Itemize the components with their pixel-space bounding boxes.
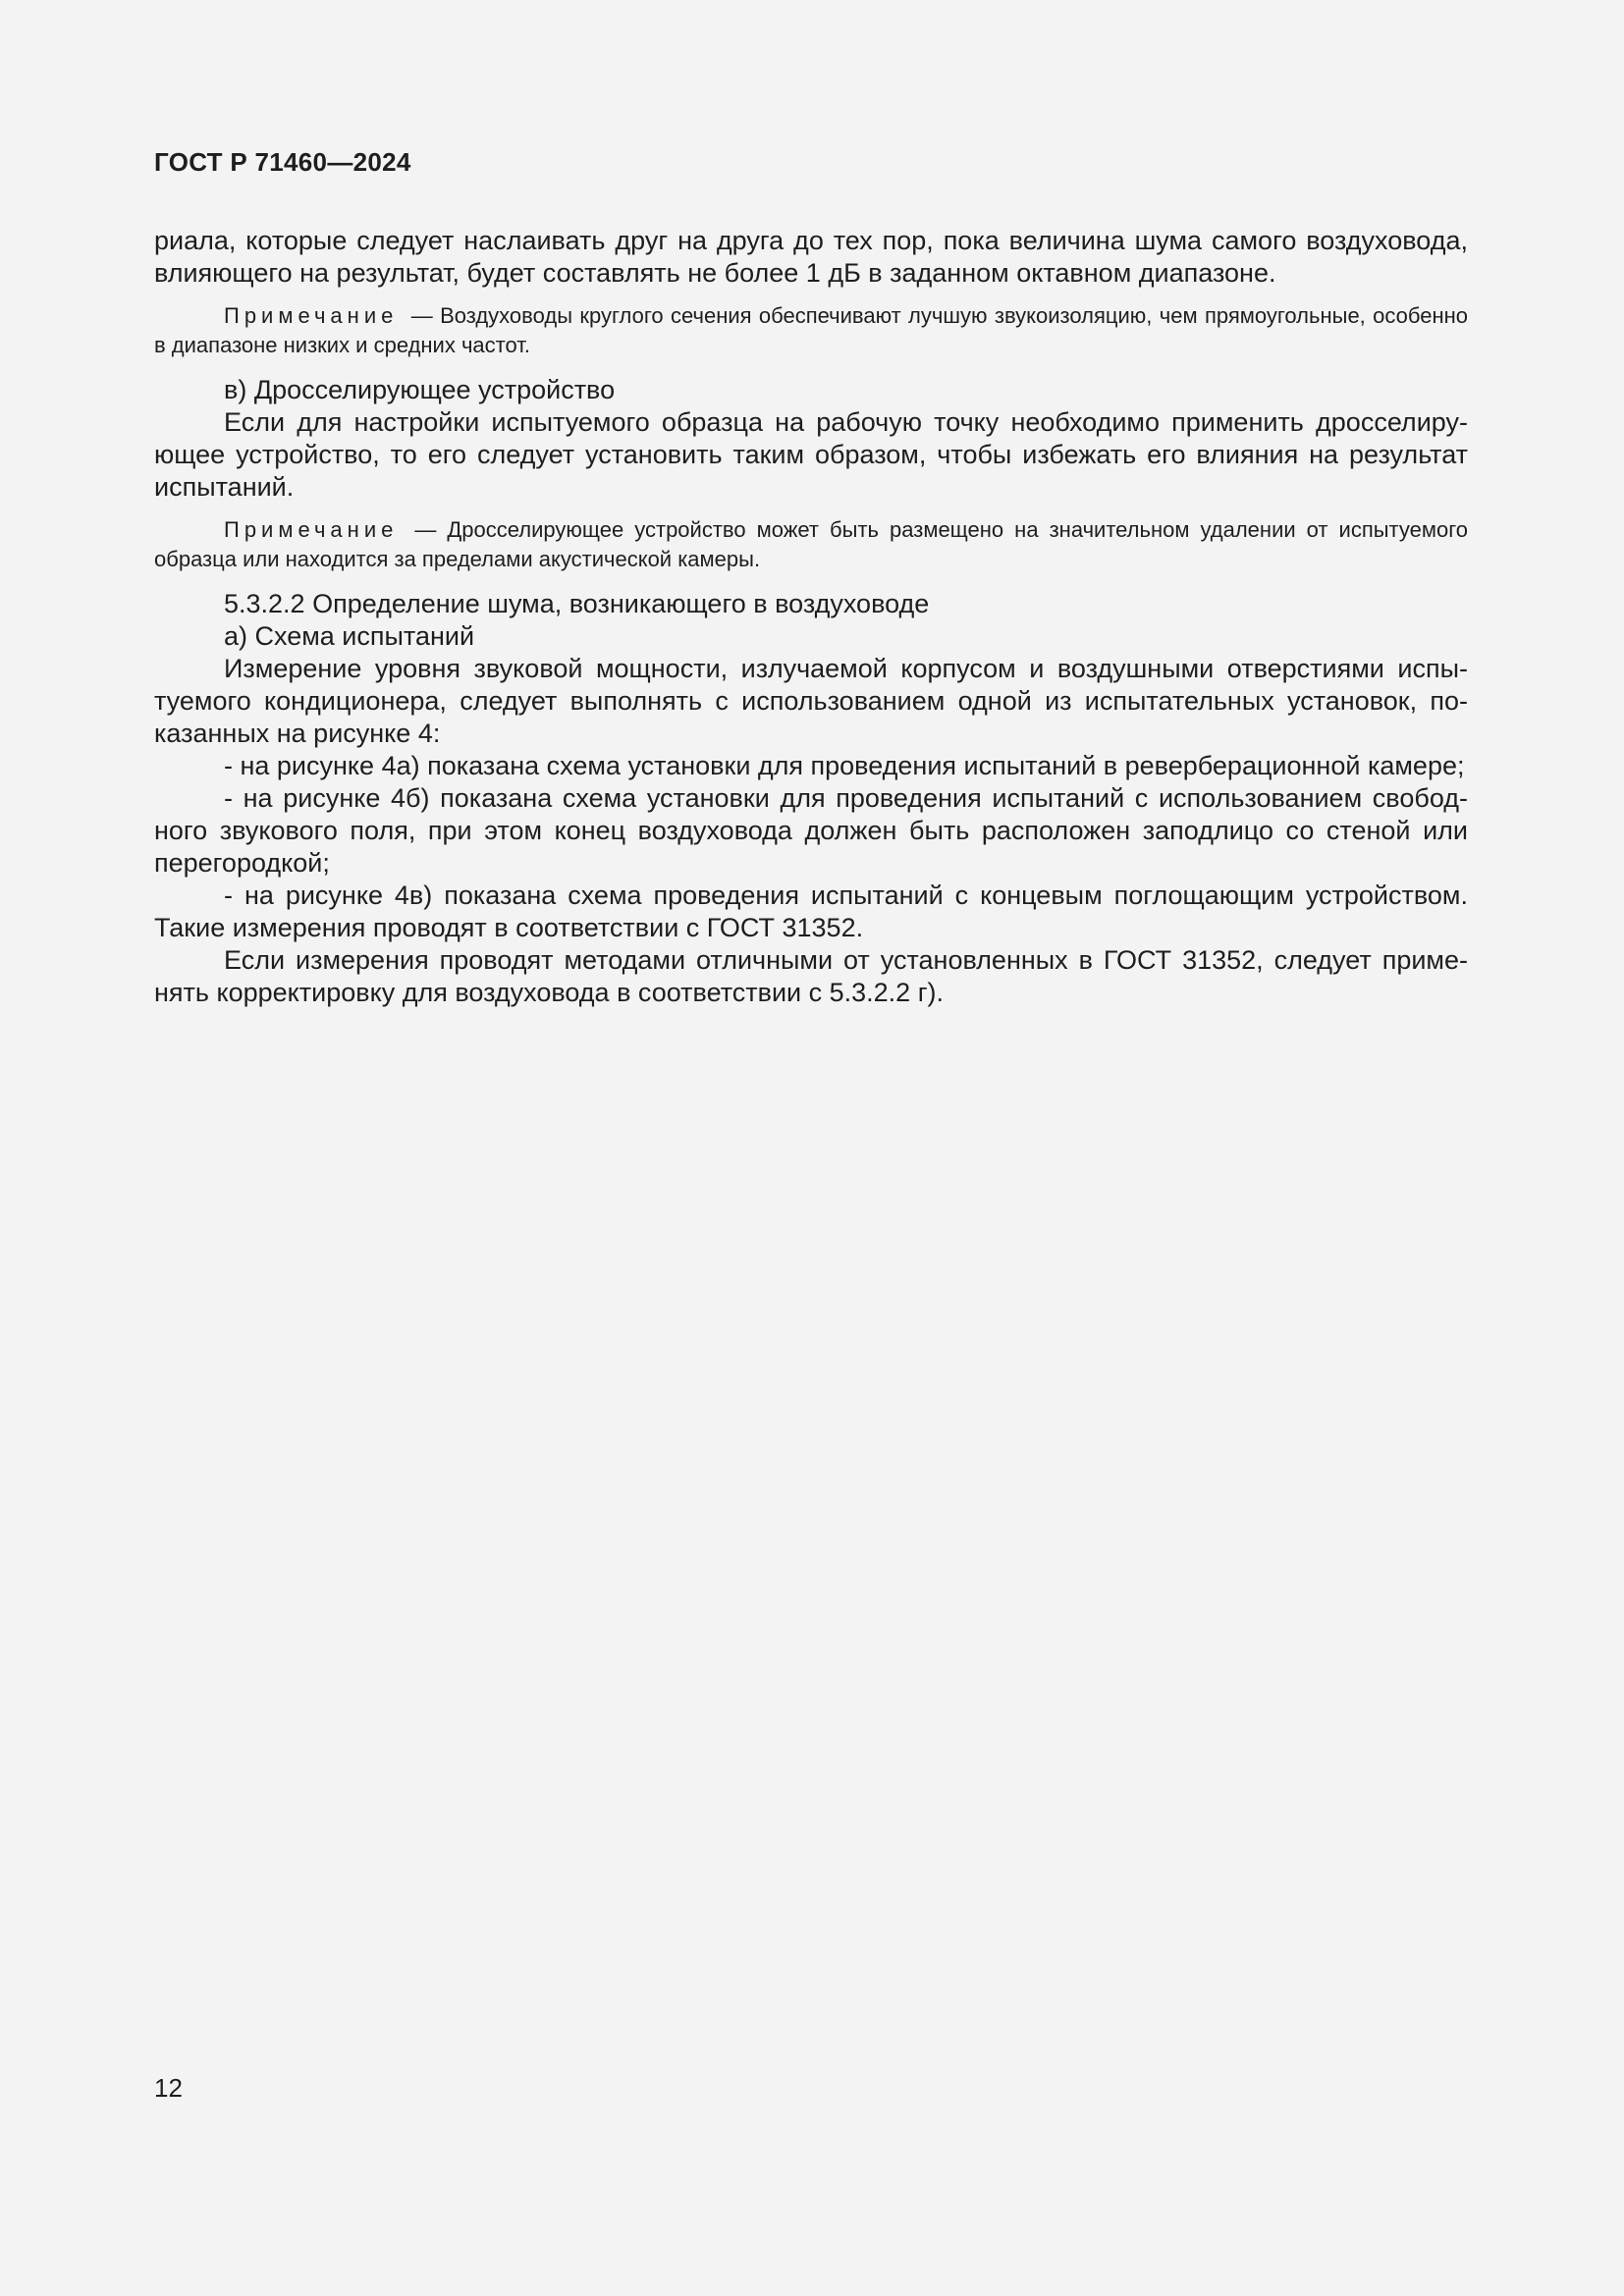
- final-paragraph: Если измерения проводят методами отличными от установленных в ГОСТ 31352, следует применять корректировку для воздуховода в соответствии с 5.3.2.2 г).: [154, 945, 1468, 1007]
- note-label: Примечание: [224, 517, 399, 542]
- note-text: — Воздуховоды круглого сечения обеспечивают лучшую звукоизоляцию, чем прямоугольные, особенно в диапазоне низких и средних частот.: [154, 303, 1468, 357]
- document-body: [154, 225, 1468, 1009]
- list-item-4v: - на рисунке 4в) показана схема проведения испытаний с концевым поглощающим устройством. Такие измерения проводят в соответствии с ГОСТ 31352.: [154, 881, 1468, 942]
- note-label: Примечание: [224, 303, 399, 328]
- page-header: ГОСТ Р 71460—2024: [154, 147, 411, 177]
- paragraph-continued: риала, которые следует наслаивать друг на друга до тех пор, пока величина шума самого воздуховода, влияющего на результат, будет составлять не более 1 дБ в заданном октавном диапазоне.: [154, 226, 1468, 288]
- section-heading: 5.3.2.2 Определение шума, возникающего в воздуховоде: [224, 589, 930, 618]
- note-text: — Дросселирующее устройство может быть размещено на значительном удалении от испытуемого образца или находится за пределами акустической камеры.: [154, 517, 1468, 571]
- note-1: [154, 301, 1468, 360]
- item-a-heading: а) Схема испытаний: [224, 621, 475, 651]
- note-2: [154, 515, 1468, 574]
- list-item-4b: - на рисунке 4б) показана схема установки для проведения испытаний с использованием свободного звукового поля, при этом конец воздуховода должен быть расположен заподлицо со стеной или перегородкой;: [154, 783, 1468, 878]
- item-a-paragraph: Измерение уровня звуковой мощности, излучаемой корпусом и воздушными отверстиями испытуемого кондиционера, следует выполнять с использованием одной из испытательных установок, показанных на рисунке 4:: [154, 654, 1468, 748]
- page-number: 12: [154, 2073, 183, 2103]
- item-v-heading: в) Дросселирующее устройство: [224, 375, 616, 404]
- list-item-4a: - на рисунке 4а) показана схема установки для проведения испытаний в реверберационной камере;: [224, 751, 1465, 780]
- item-v-paragraph: Если для настройки испытуемого образца на рабочую точку необходимо применить дросселирующее устройство, то его следует установить таким образом, чтобы избежать его влияния на результат испытаний.: [154, 407, 1468, 502]
